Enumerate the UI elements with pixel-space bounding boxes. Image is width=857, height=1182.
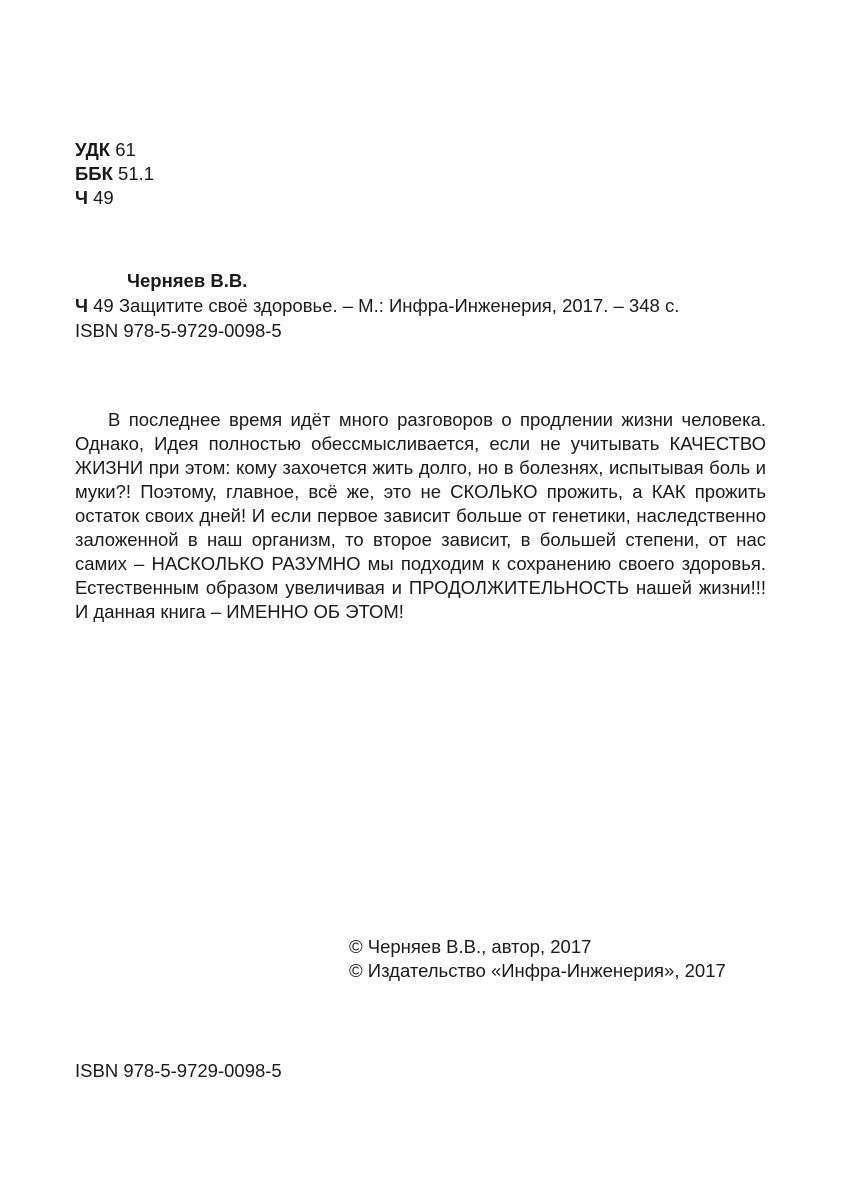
udk-label: УДК <box>75 139 111 160</box>
bibliographic-entry <box>75 293 679 318</box>
entry-text: 49 Защитите своё здоровье. – М.: Инфра-Инженерия, 2017. – 348 с. <box>93 295 680 316</box>
udk-line <box>75 138 154 162</box>
copyright-author: © Черняев В.В., автор, 2017 <box>349 936 592 957</box>
footer-isbn: ISBN 978-5-9729-0098-5 <box>75 1060 282 1081</box>
author-mark-label: Ч <box>75 187 88 208</box>
entry-mark-label: Ч <box>75 295 88 316</box>
bbk-line <box>75 162 154 186</box>
author-name: Черняев В.В. <box>127 270 248 291</box>
annotation-paragraph: В последнее время идёт много разговоров о продлении жизни человека. Однако, Идея полностью обессмысливается, если не учитывать КАЧЕСТВО ЖИЗНИ при этом: кому захочется жить долго, но в болезнях, испытывая боль и муки?! Поэтому, главное, всё же, это не СКОЛЬКО прожить, а КАК прожить остаток своих дней! И если первое зависит больше от генетики, наследственно заложенной в наш организм, то второе зависит, в большей степени, от нас самих – НАСКОЛЬКО РАЗУМНО мы подходим к сохранению своего здоровья. Естественным образом увеличивая и ПРОДОЛЖИТЕЛЬНОСТЬ нашей жизни!!! И данная книга – ИМЕННО ОБ ЭТОМ! <box>75 409 766 622</box>
classification-codes <box>75 138 154 210</box>
bbk-label: ББК <box>75 163 113 184</box>
author-mark-value: 49 <box>93 187 114 208</box>
bbk-value: 51.1 <box>118 163 155 184</box>
author-mark-line <box>75 186 154 210</box>
isbn-line: ISBN 978-5-9729-0098-5 <box>75 320 282 341</box>
udk-value: 61 <box>115 139 136 160</box>
copyright-block <box>349 935 726 983</box>
copyright-publisher: © Издательство «Инфра-Инженерия», 2017 <box>349 960 726 981</box>
bibliographic-record <box>75 268 679 343</box>
